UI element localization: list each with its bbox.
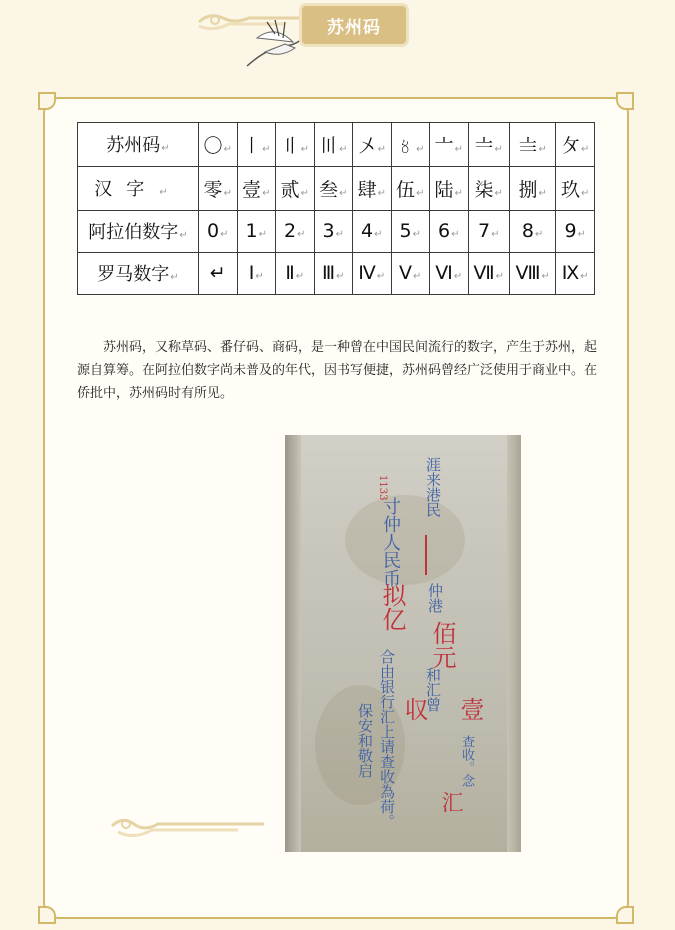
cell-value: 3 xyxy=(322,220,335,243)
table-cell xyxy=(353,252,392,294)
cell-value: Ⅰ xyxy=(248,262,255,285)
table-cell xyxy=(314,123,353,167)
cell-value: 贰 xyxy=(280,178,300,201)
cell-value: 〨 xyxy=(518,134,538,157)
table-cell xyxy=(276,123,315,167)
table-cell xyxy=(237,252,276,294)
cell-value: Ⅸ xyxy=(561,262,580,285)
table-cell xyxy=(237,123,276,167)
return-mark: ↵ xyxy=(339,187,348,199)
handwriting-column: 収 xyxy=(400,697,428,721)
table-cell xyxy=(556,210,595,252)
table-cell xyxy=(391,210,430,252)
table-cell xyxy=(353,123,392,167)
cell-value: 〢 xyxy=(280,134,300,157)
cell-value: 捌 xyxy=(518,178,538,201)
handwriting-column: 保安和敬启 xyxy=(356,703,374,778)
return-mark: ↵ xyxy=(220,229,229,241)
return-mark: ↵ xyxy=(159,187,182,199)
return-mark: ↵ xyxy=(262,143,271,155)
return-mark: ↵ xyxy=(538,187,547,199)
cell-value: 〣 xyxy=(319,134,339,157)
cell-value: ↵ xyxy=(209,262,226,285)
table-cell xyxy=(237,210,276,252)
handwriting-column: 和汇曾 xyxy=(424,667,442,712)
return-mark: ↵ xyxy=(535,229,544,241)
cell-value: 5 xyxy=(399,220,412,243)
table-cell xyxy=(314,252,353,294)
return-mark: ↵ xyxy=(413,271,422,283)
return-mark: ↵ xyxy=(170,272,179,284)
cell-value: 零 xyxy=(203,178,223,201)
cell-value: 伍 xyxy=(396,178,416,201)
return-mark: ↵ xyxy=(300,187,309,199)
return-mark: ↵ xyxy=(377,187,386,199)
cell-value: Ⅷ xyxy=(515,262,541,285)
return-mark: ↵ xyxy=(262,187,271,199)
paper-stain xyxy=(345,495,465,585)
cell-value: Ⅲ xyxy=(322,262,336,285)
table-cell xyxy=(199,252,238,294)
table-row xyxy=(78,210,595,252)
return-mark: ↵ xyxy=(258,229,267,241)
table-cell xyxy=(468,210,509,252)
table-cell xyxy=(556,166,595,210)
table-cell xyxy=(509,166,555,210)
intro-paragraph: 苏州码，又称草码、番仔码、商码，是一种曾在中国民间流行的数字，产生于苏州，起源自算筹。在阿拉伯数字尚未普及的年代，因书写便捷，苏州码曾经广泛使用于商业中。在侨批中，苏州码时有所见。 xyxy=(77,340,598,401)
cell-value: Ⅶ xyxy=(473,262,495,285)
table-row xyxy=(78,252,595,294)
table-cell xyxy=(353,210,392,252)
table-row xyxy=(78,123,595,167)
cell-value: 〧 xyxy=(474,134,494,157)
table-cell xyxy=(199,166,238,210)
frame-corner xyxy=(616,92,634,110)
cell-value: 〡 xyxy=(242,134,262,157)
handwriting-column: 寸仲人民币 xyxy=(380,497,401,587)
return-mark: ↵ xyxy=(223,187,232,199)
return-mark: ↵ xyxy=(336,271,345,283)
cell-value: 8 xyxy=(521,220,535,243)
cell-value: 6 xyxy=(438,220,451,243)
cell-value: 1 xyxy=(245,220,258,243)
table-cell xyxy=(468,123,509,167)
row-label xyxy=(78,210,199,252)
table-cell xyxy=(468,252,509,294)
cell-value: 叁 xyxy=(319,178,339,201)
return-mark: ↵ xyxy=(580,271,589,283)
handwriting-column: 壹 xyxy=(456,697,484,721)
cell-value: 壹 xyxy=(242,178,262,201)
table-cell xyxy=(509,210,555,252)
return-mark: ↵ xyxy=(300,143,309,155)
cell-value: Ⅵ xyxy=(435,262,453,285)
return-mark: ↵ xyxy=(541,271,550,283)
cell-value: 〥 xyxy=(396,134,416,157)
return-mark: ↵ xyxy=(255,271,264,283)
return-mark: ↵ xyxy=(335,229,344,241)
handwriting-column: 涯来港民 xyxy=(424,457,442,517)
return-mark: ↵ xyxy=(374,229,383,241)
photo-edge xyxy=(507,435,521,852)
cell-value: Ⅱ xyxy=(285,262,295,285)
table-cell xyxy=(276,166,315,210)
table-cell xyxy=(556,123,595,167)
header xyxy=(0,0,675,80)
table-cell xyxy=(430,123,469,167)
return-mark: ↵ xyxy=(161,143,170,155)
row-label xyxy=(78,166,199,210)
row-label-text: 汉字 xyxy=(94,179,159,201)
frame-corner xyxy=(38,92,56,110)
table-row xyxy=(78,166,595,210)
frame-corner xyxy=(38,906,56,924)
cell-value: 〦 xyxy=(434,134,454,157)
return-mark: ↵ xyxy=(412,229,421,241)
return-mark: ↵ xyxy=(577,229,586,241)
return-mark: ↵ xyxy=(454,187,463,199)
page-title: 苏州码 xyxy=(302,6,406,44)
cloud-swirl-icon xyxy=(108,814,268,840)
return-mark: ↵ xyxy=(580,143,590,155)
return-mark: ↵ xyxy=(295,271,305,283)
return-mark: ↵ xyxy=(580,187,590,199)
cell-value: 〩 xyxy=(560,134,580,157)
handwriting-column: 拟亿 xyxy=(378,583,406,631)
cell-value: 2 xyxy=(284,220,297,243)
table-cell xyxy=(314,166,353,210)
return-mark: ↵ xyxy=(223,143,232,155)
cell-value: Ⅴ xyxy=(399,262,413,285)
cell-value: 4 xyxy=(361,220,374,243)
row-label-text: 罗马数字 xyxy=(97,264,170,286)
return-mark: ↵ xyxy=(495,271,505,283)
row-label-text: 苏州码 xyxy=(106,135,161,157)
cell-value: 陆 xyxy=(434,178,454,201)
return-mark: ↵ xyxy=(416,187,425,199)
return-mark: ↵ xyxy=(491,229,500,241)
table-cell xyxy=(391,166,430,210)
row-label xyxy=(78,123,199,167)
row-label xyxy=(78,252,199,294)
cell-value: 0 xyxy=(207,220,220,243)
table-cell xyxy=(430,166,469,210)
table-cell xyxy=(276,210,315,252)
cell-value: 〤 xyxy=(357,134,377,157)
return-mark: ↵ xyxy=(453,271,463,283)
return-mark: ↵ xyxy=(451,229,460,241)
return-mark: ↵ xyxy=(538,143,547,155)
return-mark: ↵ xyxy=(377,143,386,155)
return-mark: ↵ xyxy=(494,143,503,155)
photo-edge xyxy=(285,435,301,852)
cell-value: 7 xyxy=(477,220,491,243)
table-cell xyxy=(556,252,595,294)
return-mark: ↵ xyxy=(339,143,348,155)
cell-value: 〇 xyxy=(203,134,223,157)
handwriting-column: 1133 xyxy=(377,475,388,501)
row-label-text: 阿拉伯数字 xyxy=(88,222,179,244)
table-cell xyxy=(468,166,509,210)
return-mark: ↵ xyxy=(179,230,188,242)
return-mark: ↵ xyxy=(416,143,425,155)
numeral-table xyxy=(77,122,595,295)
cell-value: 9 xyxy=(564,220,577,243)
handwriting-column: 仲港 xyxy=(426,583,444,613)
return-mark: ↵ xyxy=(454,143,463,155)
table-cell xyxy=(199,123,238,167)
table-cell xyxy=(391,252,430,294)
cell-value: Ⅳ xyxy=(358,262,376,285)
handwriting-column: 查收。念 xyxy=(459,735,474,787)
cell-value: 柒 xyxy=(474,178,494,201)
cell-value: 肆 xyxy=(357,178,377,201)
table-cell xyxy=(391,123,430,167)
table-cell xyxy=(430,252,469,294)
return-mark: ↵ xyxy=(297,229,306,241)
table-cell xyxy=(199,210,238,252)
handwriting-column: 汇 xyxy=(438,791,463,813)
remittance-letter-photo xyxy=(285,435,521,852)
table-cell xyxy=(430,210,469,252)
frame-corner xyxy=(616,906,634,924)
table-cell xyxy=(276,252,315,294)
handwriting-column: 佰元 xyxy=(428,621,456,669)
table-cell xyxy=(314,210,353,252)
return-mark: ↵ xyxy=(494,187,503,199)
table-cell xyxy=(237,166,276,210)
handwriting-stroke xyxy=(425,535,427,575)
return-mark: ↵ xyxy=(376,271,386,283)
handwriting-column: 合由银行汇上请查收為荷。 xyxy=(378,649,396,829)
cell-value: 玖 xyxy=(560,178,580,201)
table-cell xyxy=(509,123,555,167)
table-cell xyxy=(509,252,555,294)
table-cell xyxy=(353,166,392,210)
